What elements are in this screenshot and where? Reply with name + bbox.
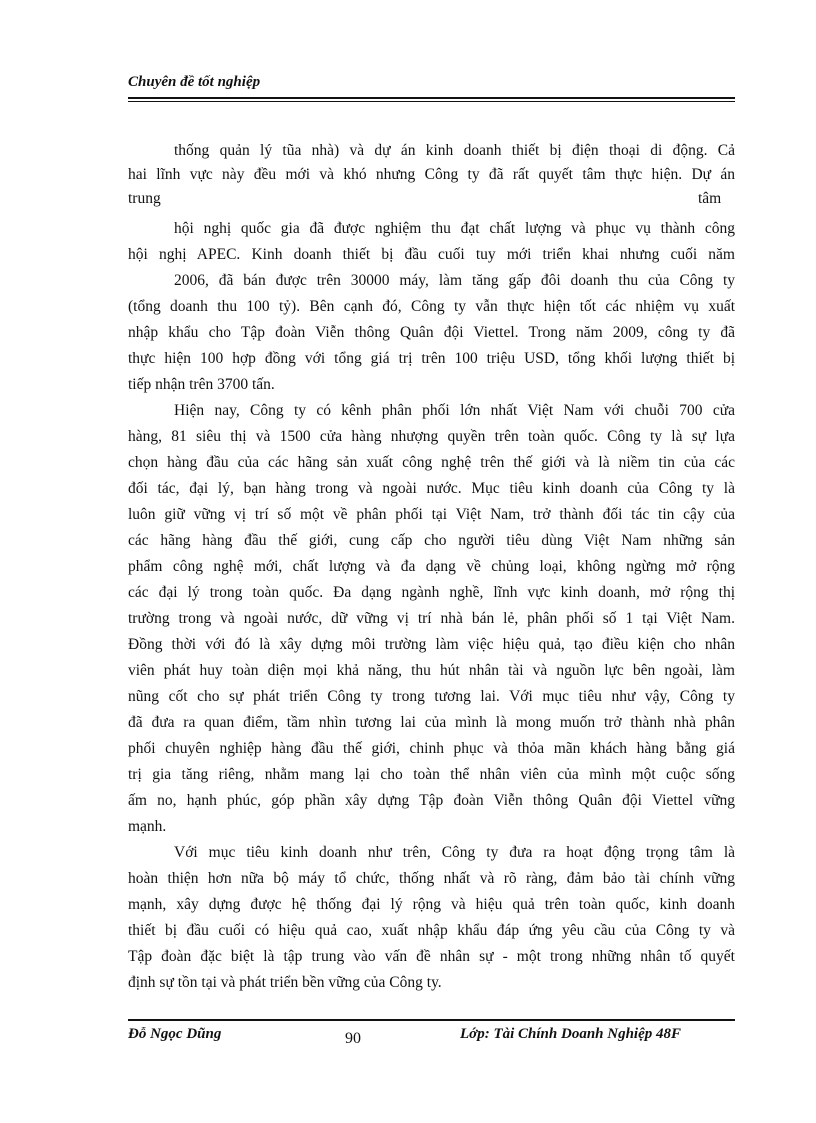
text-line: định sự tồn tại và phát triển bền vững của Công ty. [128,974,442,991]
text-line: nũng cốt cho sự phát triển Công ty trong tương lai. Với mục tiêu như vậy, Công ty [128,688,735,705]
text-line: chọn hàng đầu của các hãng sản xuất công nghệ trên thế giới và là niềm tin của các [128,454,735,471]
text-line: (tổng doanh thu 100 tỷ). Bên cạnh đó, Công ty vẫn thực hiện tốt các nhiệm vụ xuất [128,298,735,315]
text-line: trung [128,190,161,207]
text-line: viên phát huy toàn diện mọi khả năng, thu hút nhân tài và nguồn lực bên ngoài, làm [128,662,735,679]
footer-author: Đỗ Ngọc Dũng [128,1026,222,1042]
text-line: hoàn thiện hơn nữa bộ máy tổ chức, thống nhất và rõ ràng, đảm bảo tài chính vững [128,870,735,887]
text-line: các đại lý trong toàn quốc. Đa dạng ngành nghề, lĩnh vực kinh doanh, mở rộng thị [128,584,735,601]
text-line: tâm [698,190,722,207]
footer-rule [128,1019,735,1021]
text-line: mạnh. [128,818,167,835]
text-line: Đồng thời với đó là xây dựng môi trường làm việc hiệu quả, tạo điều kiện cho nhân [128,636,735,653]
text-line: nhập khẩu cho Tập đoàn Viễn thông Quân đội Viettel. Trong năm 2009, công ty đã [128,324,735,341]
text-line: phẩm công nghệ mới, chất lượng và đa dạng về chủng loại, không ngừng mở rộng [128,558,735,575]
text-line: thực hiện 100 hợp đồng với tổng giá trị trên 100 triệu USD, tổng khối lượng thiết bị [128,350,735,367]
header-rule-thin [128,101,735,102]
text-line: thiết bị đầu cuối có hiệu quả cao, xuất nhập khẩu đáp ứng yêu cầu của Công ty và [128,922,735,939]
text-line: trị gia tăng riêng, nhằm mang lại cho toàn thể nhân viên của mình một cuộc sống [128,766,735,783]
text-line: trường trong và ngoài nước, dữ vững vị trí nhà bán lẻ, phân phối số 1 tại Việt Nam. [128,610,735,627]
text-line: mạnh, xây dựng được hệ thống đại lý rộng và hiệu quả trên toàn quốc, kinh doanh [128,896,735,913]
text-line: hội nghị APEC. Kinh doanh thiết bị đầu cuối tuy mới triển khai nhưng cuối năm [128,246,735,263]
text-line: Hiện nay, Công ty có kênh phân phối lớn nhất Việt Nam với chuỗi 700 cửa [174,402,735,419]
text-line: tiếp nhận trên 3700 tấn. [128,376,275,393]
text-line: 2006, đã bán được trên 30000 máy, làm tăng gấp đôi doanh thu của Công ty [174,272,735,289]
footer-class: Lớp: Tài Chính Doanh Nghiệp 48F [460,1026,682,1042]
text-line: thống quản lý tũa nhà) và dự án kinh doanh thiết bị điện thoại di động. Cả [174,142,735,159]
header-rule [128,97,735,99]
page-number: 90 [345,1030,361,1047]
text-line: Tập đoàn đặc biệt là tập trung vào vấn đề nhân sự - một trong những nhân tố quyết [128,948,735,965]
text-line: phối chuyên nghiệp hàng đầu thế giới, chinh phục và thỏa mãn khách hàng bằng giá [128,740,735,757]
text-line: các hãng hàng đầu thế giới, cung cấp cho người tiêu dùng Việt Nam những sản [128,532,735,549]
text-line: hai lĩnh vực này đều mới và khó nhưng Công ty đã rất quyết tâm thực hiện. Dự án [128,166,735,183]
text-line: ấm no, hạnh phúc, góp phần xây dựng Tập đoàn Viễn thông Quân đội Viettel vững [128,792,735,809]
page-header-title: Chuyên đề tốt nghiệp [128,74,261,90]
text-line: luôn giữ vững vị trí số một về phân phối tại Việt Nam, trở thành đối tác tin cậy của [128,506,735,523]
text-line: Với mục tiêu kinh doanh như trên, Công ty đưa ra hoạt động trọng tâm là [174,844,735,861]
text-line: hàng, 81 siêu thị và 1500 cửa hàng nhượng quyền trên toàn quốc. Công ty là sự lựa [128,428,735,445]
text-line: đối tác, đại lý, bạn hàng trong và ngoài nước. Mục tiêu kinh doanh của Công ty là [128,480,735,497]
text-line: đã đưa ra quan điểm, tầm nhìn tương lai của mình là mong muốn trở thành nhà phân [128,714,735,731]
text-line: hội nghị quốc gia đã được nghiệm thu đạt chất lượng và phục vụ thành công [174,220,735,237]
